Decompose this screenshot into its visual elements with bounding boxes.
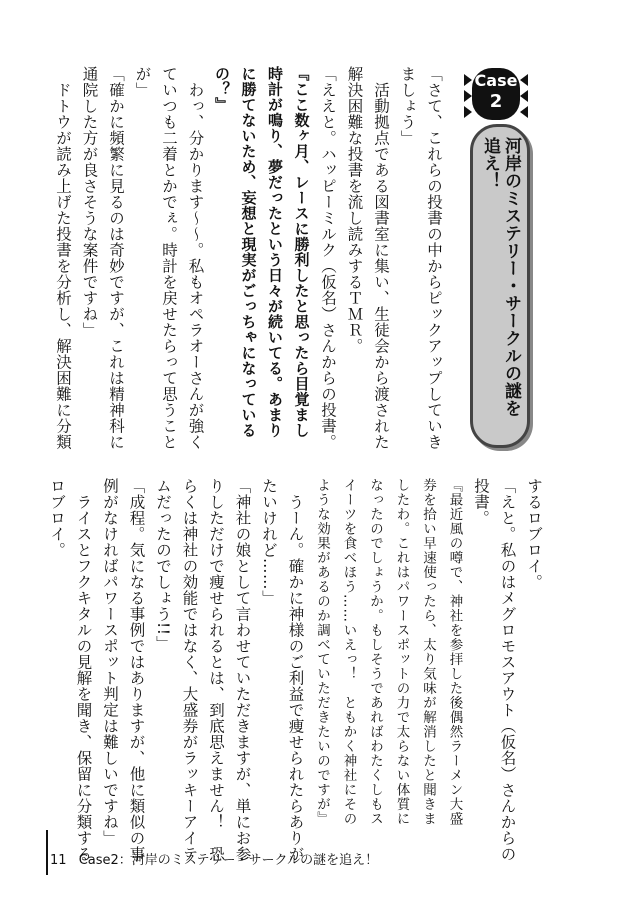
text-column: 投書。 [472, 478, 490, 526]
text-column: するロブロイ。 [525, 478, 543, 590]
running-title: Case2：河岸のミステリー・サークルの謎を追え！ [78, 853, 379, 868]
text-column: 券を拾い早速使ったら、太り気味が解消したと聞きま [420, 478, 436, 826]
upper-text-block [54, 66, 447, 450]
text-column: ような効果があるのか調べていただきたいのですが』 [314, 478, 330, 826]
text-column: なったのでしょうか。もしそうであればわたくしもス [367, 478, 383, 826]
text-column: 『ここ数ヶ月、レースに勝利したと思ったら目覚まし [292, 66, 311, 438]
text-column: 「さて、これらの投書の中からピックアップしていき [425, 66, 443, 450]
chapter-title-line: 追え！ [480, 137, 500, 190]
text-column: 通院した方が良さそうな案件ですね」 [80, 66, 99, 338]
text-column: したわ。これはパワースポットの力で太らない体質に [393, 478, 410, 826]
text-column: の？』 [213, 66, 231, 113]
case-label: Case [474, 71, 518, 90]
text-column: ましょう」 [398, 66, 417, 146]
chapter-title-banner [470, 124, 530, 448]
text-column: 「成程。気になる事例ではありますが、他に類似の事 [127, 478, 146, 862]
text-column: 「ええと。ハッピーミルク（仮名）さんからの投書。 [319, 66, 337, 450]
text-column: 時計が鳴り、夢だったという日々が続いてる。あまり [266, 66, 284, 438]
text-column: 「確かに頻繁に見るのは奇妙ですが、これは精神科に [107, 66, 125, 450]
text-column: ロブロイ。 [48, 478, 66, 558]
text-column: イーツを食べほう……いえっ！ ともかく神社にその [340, 478, 357, 826]
text-column: ドトウが読み上げた投書を分析し、解決困難に分類 [54, 66, 72, 450]
text-column: に勝てないため、妄想と現実がごっちゃになっている [239, 66, 258, 438]
text-column: ムだったのでしょう!!」 [154, 478, 172, 652]
text-column: らくは神社の効能ではなく、大盛券がラッキーアイテ [180, 478, 199, 862]
page-number: 11 [50, 853, 67, 868]
footer-rule [46, 830, 48, 875]
text-column: 解決困難な投書を流し読みするＴＭＲ。 [345, 66, 364, 354]
text-column: 『最近風の噂で、神社を参拝した後偶然ラーメン大盛 [446, 478, 463, 826]
text-column: たいけれど……」 [260, 478, 278, 606]
chapter-title-line: 河岸のミステリー・サークルの謎を [501, 137, 521, 417]
chapter-title [479, 137, 521, 435]
case-number: 2 [489, 91, 503, 112]
text-column: わっ、分かります〜〜。私もオペラオーさんが強く [186, 66, 205, 450]
text-column: 「えと。私のはメグロモスアウト（仮名）さんからの [498, 478, 517, 862]
page-footer [50, 849, 378, 868]
text-column: 例がなければパワースポット判定は難しいですね」 [101, 478, 119, 846]
text-column: 活動拠点である図書室に集い、生徒会から渡された [372, 66, 390, 450]
text-column: ていつも二着とかでぇ。時計を戻せたらって思うこと [160, 66, 178, 450]
text-column: 「神社の娘として言わせていただきますが、単にお参 [233, 478, 252, 862]
text-column: ライスとフクキタルの見解を聞き、保留に分類する [74, 478, 93, 862]
case-badge [462, 66, 530, 124]
text-column: うーん。確かに神様のご利益で痩せられたらありが [286, 478, 305, 862]
text-column: が」 [133, 66, 152, 98]
text-column: りしただけで痩せられるとは、到底思えません！ 恐 [207, 478, 225, 862]
